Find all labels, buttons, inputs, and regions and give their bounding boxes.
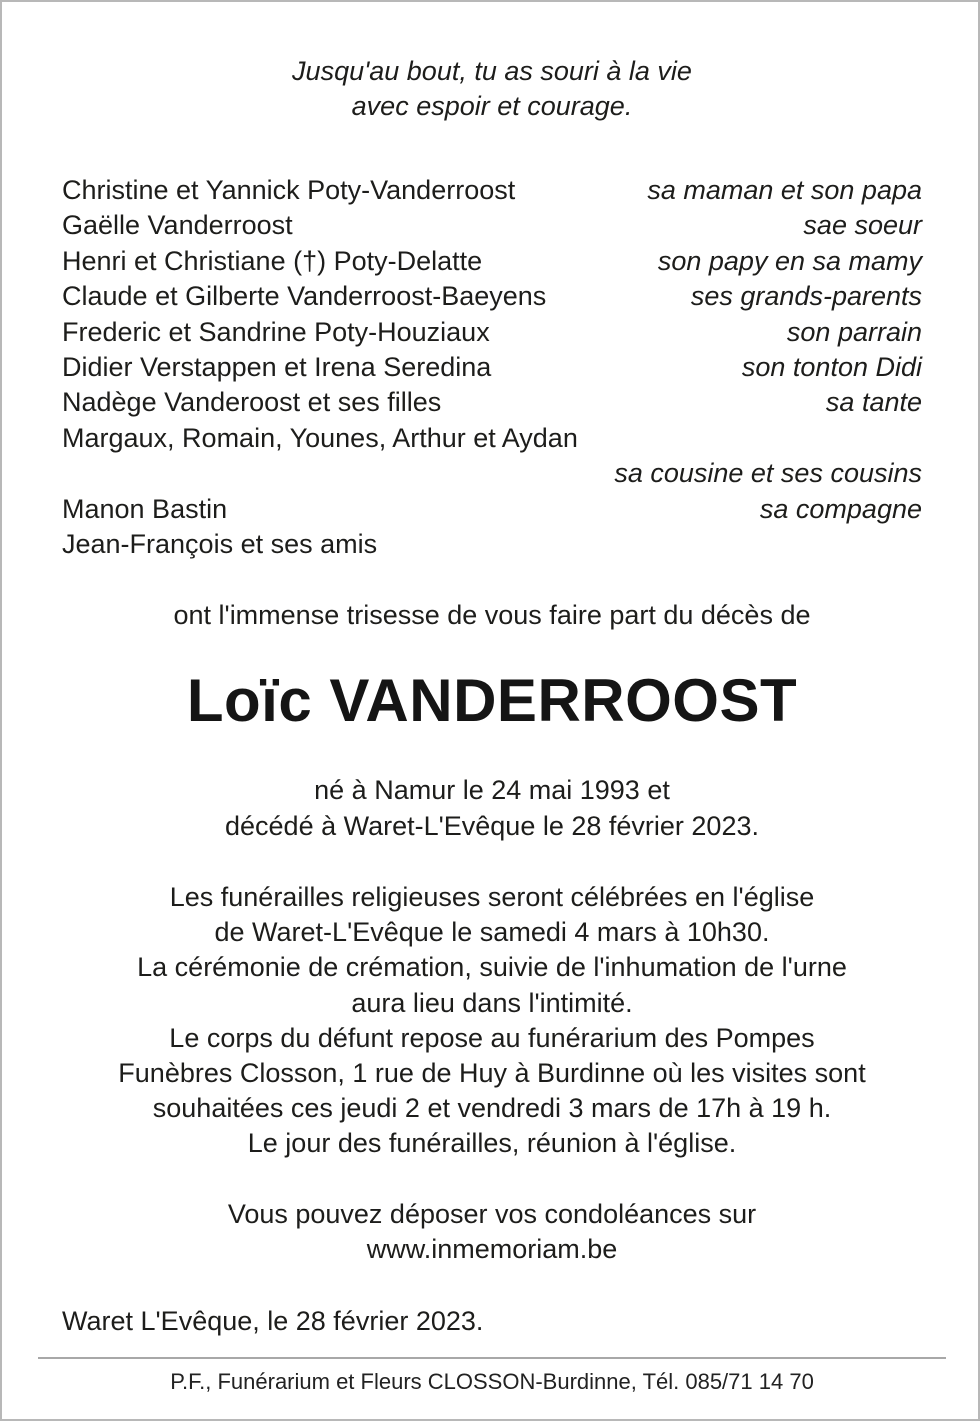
family-row (62, 421, 922, 456)
funeral-line: La cérémonie de crémation, suivie de l'inhumation de l'urne (137, 952, 847, 983)
family-relation: sae soeur (803, 210, 922, 241)
family-name: Henri et Christiane (†) Poty-Delatte (62, 245, 483, 276)
funeral-line: Funèbres Closson, 1 rue de Huy à Burdinne où les visites sont (118, 1058, 866, 1089)
deceased-name: Loïc VANDERROOST (186, 667, 798, 734)
death-line: décédé à Waret-L'Evêque le 28 février 2023. (225, 810, 759, 841)
funeral-line: Les funérailles religieuses seront célébrées en l'église (169, 882, 815, 912)
condolences (2, 1197, 980, 1267)
funeral-line: Le corps du défunt repose au funérarium des Pompes (169, 1022, 815, 1053)
funeral-home-footer: P.F., Funérarium et Fleurs CLOSSON-Burdinne, Tél. 085/71 14 70 (170, 1369, 814, 1394)
funeral-line: souhaitées ces jeudi 2 et vendredi 3 mars de 17h à 19 h. (152, 1093, 832, 1124)
family-relation: sa compagne (759, 493, 922, 524)
family-relation: son tonton Didi (741, 352, 922, 383)
funeral-line: de Waret-L'Evêque le samedi 4 mars à 10h30. (214, 917, 770, 948)
family-row (62, 456, 922, 491)
epigraph-line-2: avec espoir et courage. (351, 91, 633, 121)
family-row (62, 492, 922, 527)
epigraph-line-1: Jusqu'au bout, tu as souri à la vie (292, 56, 692, 86)
family-name: Nadège Vanderoost et ses filles (62, 387, 442, 418)
family-name: Frederic et Sandrine Poty-Houziaux (62, 316, 490, 347)
family-name: Jean-François et ses amis (62, 529, 378, 560)
family-name: Didier Verstappen et Irena Seredina (62, 352, 492, 383)
family-row (62, 279, 922, 314)
family-relation: sa tante (825, 387, 922, 418)
family-row (62, 385, 922, 420)
family-name: Claude et Gilberte Vanderroost-Baeyens (62, 281, 547, 312)
family-name: Margaux, Romain, Younes, Arthur et Aydan (62, 422, 578, 453)
birth-line: né à Namur le 24 mai 1993 et (314, 775, 670, 805)
epigraph (2, 54, 980, 124)
family-list (62, 173, 922, 562)
family-row (62, 527, 922, 562)
family-name: Manon Bastin (62, 493, 228, 524)
family-row (62, 208, 922, 243)
condolences-text: Vous pouvez déposer vos condoléances sur (227, 1199, 757, 1229)
family-relation: son parrain (786, 316, 922, 347)
family-row (62, 173, 922, 208)
family-relation: sa maman et son papa (647, 175, 922, 205)
announcement-intro: ont l'immense trisesse de vous faire part du décès de (173, 600, 811, 630)
funeral-details (2, 880, 980, 1162)
family-relation: son papy en sa mamy (657, 245, 922, 276)
family-name: Gaëlle Vanderroost (62, 210, 293, 241)
condolences-url: www.inmemoriam.be (366, 1234, 618, 1264)
funeral-line: aura lieu dans l'intimité. (351, 987, 633, 1018)
family-row (62, 244, 922, 279)
funeral-line: Le jour des funérailles, réunion à l'église. (247, 1128, 737, 1159)
family-relation: ses grands-parents (690, 281, 922, 312)
family-relation: sa cousine et ses cousins (614, 458, 922, 489)
family-row (62, 315, 922, 350)
birth-death-dates (2, 773, 980, 844)
footer-divider (38, 1357, 946, 1359)
family-row (62, 350, 922, 385)
family-name: Christine et Yannick Poty-Vanderroost (62, 175, 516, 205)
place-and-date: Waret L'Evêque, le 28 février 2023. (62, 1306, 484, 1336)
